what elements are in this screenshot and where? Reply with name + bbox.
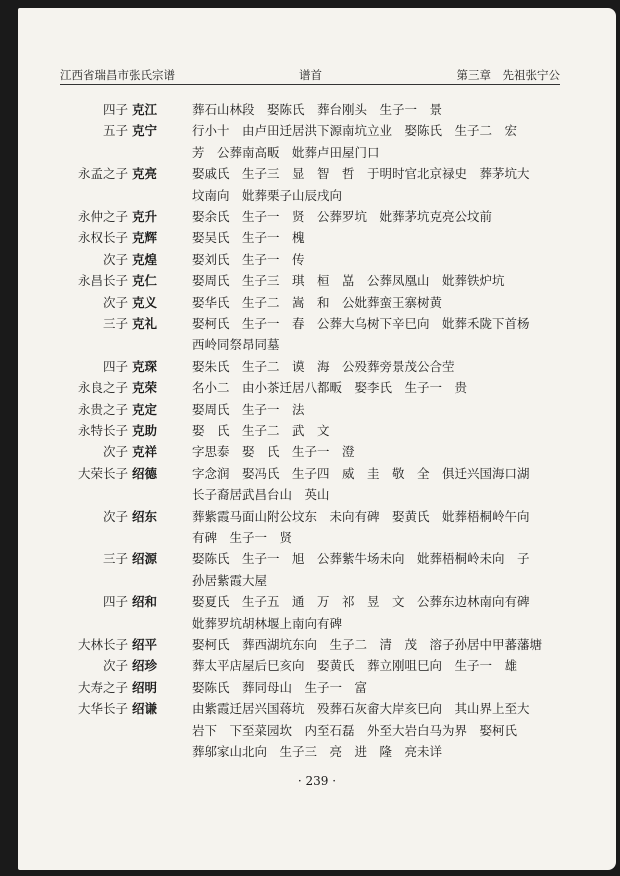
entry-position: 次子 bbox=[102, 444, 128, 460]
entry-position: 大林长子 bbox=[77, 637, 128, 652]
entry-text-line: 长子裔居武昌台山 英山 bbox=[192, 487, 330, 503]
book-page bbox=[18, 8, 616, 870]
entry-text-line: 娶夏氏 生子五 通 万 祁 昱 文 公葬东边林南向有碑 bbox=[192, 594, 530, 610]
entry-text-line: 葬紫霞马面山附公坟东 未向有碑 娶黄氏 妣葬梧桐岭午向 bbox=[192, 508, 530, 524]
entry-position: 永仲之子 bbox=[77, 209, 128, 224]
entry-text-line: 芳 公葬南高畈 妣葬卢田屋门口 bbox=[192, 144, 380, 160]
entry-name: 绍德 bbox=[132, 465, 158, 481]
entry-name: 绍和 bbox=[132, 594, 158, 610]
entry-text-line: 由紫霞迁居兴国蒋坑 殁葬石灰畲大岸亥巳向 其山界上至大 bbox=[192, 701, 530, 717]
entry-position: 三子 bbox=[102, 551, 128, 567]
entry-text-line: 西岭同祭昂同墓 bbox=[192, 337, 280, 353]
entry-name: 克仁 bbox=[132, 273, 158, 289]
entry-position: 大荣长子 bbox=[77, 465, 128, 481]
entry-text-line: 娶朱氏 生子二 谟 海 公殁葬旁景茂公合茔 bbox=[192, 358, 455, 374]
entry-text-line: 娶周氏 生子三 琪 桓 嵓 公葬凤凰山 妣葬铁炉坑 bbox=[192, 273, 505, 289]
entry-name: 克义 bbox=[132, 294, 158, 310]
header-section: 谱首 bbox=[299, 68, 322, 82]
entry-name: 克琛 bbox=[132, 358, 158, 374]
entry-position: 永贵之子 bbox=[77, 401, 128, 417]
entry-position: 次子 bbox=[102, 251, 128, 267]
entry-position: 五子 bbox=[102, 123, 128, 139]
entry-name: 绍东 bbox=[132, 508, 158, 524]
entry-text-line: 名小二 由小茶迁居八都畈 娶李氏 生子一 贵 bbox=[192, 380, 468, 396]
entry-name: 克辉 bbox=[132, 230, 158, 246]
entry-position: 次子 bbox=[102, 508, 128, 524]
entry-name: 克煌 bbox=[132, 251, 158, 267]
entry-text-line: 娶余氏 生子一 贤 公葬罗坑 妣葬茅坑克亮公坟前 bbox=[192, 209, 493, 224]
entry-position: 四子 bbox=[102, 102, 128, 117]
entry-position: 永特长子 bbox=[77, 423, 128, 438]
entry-position: 永孟之子 bbox=[77, 166, 128, 182]
entry-text-line: 字思泰 娶 氏 生子一 澄 bbox=[192, 444, 355, 460]
entry-text-line: 娶 氏 生子二 武 文 bbox=[192, 423, 330, 438]
entry-name: 克礼 bbox=[132, 316, 158, 331]
entry-position: 次子 bbox=[102, 294, 128, 310]
entry-text-line: 坟南向 妣葬栗子山辰戌向 bbox=[192, 187, 343, 203]
entry-name: 绍珍 bbox=[132, 658, 158, 674]
entry-name: 克助 bbox=[132, 423, 158, 438]
entry-text-line: 孙居紫霞大屋 bbox=[192, 572, 268, 588]
entry-text-line: 字念润 娶冯氏 生子四 威 圭 敬 全 俱迁兴国海口湖 bbox=[192, 465, 530, 481]
entry-position: 永昌长子 bbox=[77, 273, 128, 289]
entry-position: 大华长子 bbox=[77, 701, 128, 717]
entry-name: 绍平 bbox=[132, 637, 158, 652]
page-number: · 239 · bbox=[297, 774, 337, 788]
entry-position: 永权长子 bbox=[77, 230, 128, 246]
entry-name: 绍源 bbox=[132, 551, 158, 567]
entry-position: 四子 bbox=[102, 358, 128, 374]
entry-name: 克江 bbox=[132, 102, 158, 117]
entry-name: 克祥 bbox=[132, 444, 158, 460]
entry-text-line: 葬邬家山北向 生子三 亮 进 隆 亮未详 bbox=[192, 743, 443, 759]
entry-text-line: 娶戚氏 生子三 显 智 哲 于明时官北京禄史 葬茅坑大 bbox=[192, 166, 530, 182]
header-chapter: 第三章 先祖张宁公 bbox=[456, 68, 560, 82]
entry-text-line: 娶华氏 生子二 嵩 和 公妣葬蛮王寨树黄 bbox=[192, 294, 443, 310]
entry-name: 克定 bbox=[132, 401, 158, 417]
entry-position: 大寿之子 bbox=[77, 679, 128, 695]
entry-text-line: 娶陈氏 葬同母山 生子一 富 bbox=[192, 679, 368, 695]
entry-text-line: 葬太平店屋后巳亥向 娶黄氏 葬立刚咀巳向 生子一 雄 bbox=[192, 658, 518, 674]
entry-text-line: 有碑 生子一 贤 bbox=[192, 529, 293, 545]
entry-name: 克宁 bbox=[132, 123, 158, 139]
entry-text-line: 娶周氏 生子一 法 bbox=[192, 401, 305, 417]
entry-text-line: 岩下 下至菜园坎 内至石磊 外至大岩白马为界 娶柯氏 bbox=[192, 722, 518, 738]
entry-text-line: 妣葬罗坑胡林堰上南向有碑 bbox=[192, 615, 343, 631]
entry-name: 绍明 bbox=[132, 679, 158, 695]
entry-name: 克荣 bbox=[132, 380, 158, 396]
entry-text-line: 娶陈氏 生子一 旭 公葬紫牛场未向 妣葬梧桐岭未向 子 bbox=[192, 551, 530, 567]
entry-position: 四子 bbox=[102, 594, 128, 610]
entry-text-line: 娶刘氏 生子一 传 bbox=[192, 251, 305, 267]
entry-name: 克亮 bbox=[132, 166, 158, 182]
entry-name: 绍谦 bbox=[132, 701, 158, 717]
entry-position: 三子 bbox=[102, 316, 128, 331]
entry-text-line: 娶柯氏 葬西湖坑东向 生子二 清 茂 溶子孙居中甲蕃藩塘 bbox=[192, 637, 543, 652]
entry-text-line: 娶吴氏 生子一 槐 bbox=[192, 230, 305, 246]
entry-text-line: 行小十 由卢田迁居洪下源南坑立业 娶陈氏 生子二 宏 bbox=[192, 123, 518, 139]
genealogy-entries bbox=[18, 8, 616, 870]
entry-text-line: 娶柯氏 生子一 春 公葬大乌树下辛巳向 妣葬禾陇下首杨 bbox=[192, 316, 530, 331]
entry-position: 永良之子 bbox=[77, 380, 128, 396]
entry-text-line: 葬石山林段 娶陈氏 葬台刚头 生子一 景 bbox=[192, 102, 443, 117]
header-book-title: 江西省瑞昌市张氏宗谱 bbox=[60, 68, 175, 82]
entry-position: 次子 bbox=[102, 658, 128, 674]
entry-name: 克升 bbox=[132, 209, 158, 224]
